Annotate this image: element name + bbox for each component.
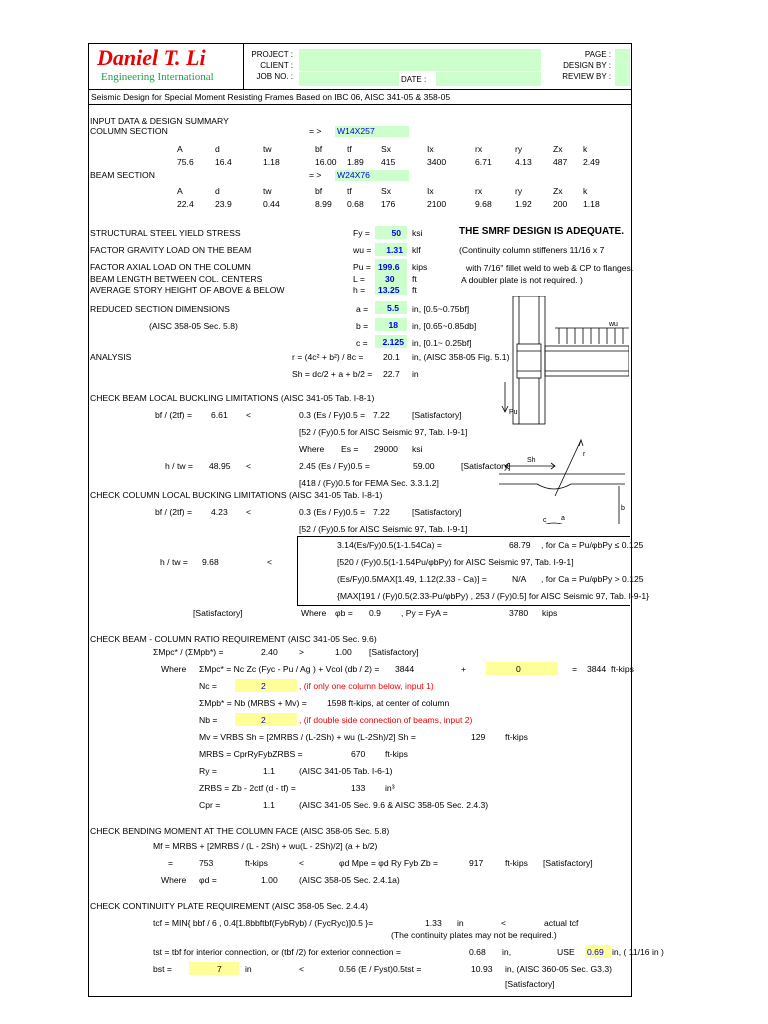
- tst-value: 0.68: [469, 947, 486, 957]
- project-label: PROJECT :: [251, 50, 293, 59]
- b-symbol: b =: [356, 321, 369, 331]
- cpr-value: 1.1: [263, 800, 275, 810]
- beam-section-label: BEAM SECTION: [90, 170, 155, 180]
- prop-7: rx: [475, 186, 483, 196]
- beam-es-value: 29000: [374, 444, 398, 454]
- nc-note: , (if only one column below, input 1): [299, 681, 434, 691]
- fy-value: 50: [391, 228, 401, 238]
- page-label: PAGE :: [584, 50, 611, 59]
- fy-symbol: Fy =: [353, 228, 370, 238]
- prop-1: 23.9: [215, 199, 232, 209]
- prop-8: ry: [515, 186, 523, 196]
- phid-symbol: φd =: [199, 875, 217, 885]
- mf-unit: ft-kips: [245, 858, 268, 868]
- nc-input[interactable]: [235, 679, 297, 692]
- tcf-lt: <: [501, 918, 507, 928]
- beam-buckling-title: CHECK BEAM LOCAL BUCKLING LIMITATIONS (AISC 341-05 Tab. I-8-1): [90, 393, 375, 403]
- mf-lt: <: [299, 858, 305, 868]
- mv-unit: ft-kips: [505, 732, 528, 742]
- rbs-connection-diagram: [499, 296, 629, 524]
- beam-bf-ratio: bf / (2tf) =: [155, 410, 193, 420]
- l-symbol: L =: [353, 274, 365, 284]
- mrbs-value: 670: [351, 749, 366, 759]
- prop-6: 3400: [427, 157, 447, 167]
- pu-label: FACTOR AXIAL LOAD ON THE COLUMN: [90, 262, 251, 272]
- tcf-equation: tcf = MIN{ bbf / 6 , 0.4[1.8bbftbf(FybRyb) / (FycRyc)]0.5 }=: [153, 918, 374, 928]
- ry-value: 1.1: [263, 766, 275, 776]
- date-field[interactable]: [436, 72, 541, 86]
- review-by-label: REVIEW BY :: [562, 72, 611, 81]
- column-buckling-title: CHECK COLUMN LOCAL BUCKING LIMITATIONS (AISC 341-05 Tab. I-8-1): [90, 490, 383, 500]
- prop-8: 4.13: [515, 157, 532, 167]
- jobno-field[interactable]: [299, 72, 399, 86]
- column-phib-symbol: φb =: [335, 608, 353, 618]
- diagram-a-label: a: [561, 515, 565, 522]
- prop-9: 487: [553, 157, 568, 167]
- cpr-ref: (AISC 341-05 Sec. 9.6 & AISC 358-05 Sec. 2.4.3): [299, 800, 489, 810]
- diagram-wu-label: wu: [609, 321, 618, 328]
- bst-input[interactable]: [189, 962, 239, 975]
- company-name: Daniel T. Li: [97, 45, 206, 70]
- prop-3: 16.00: [315, 157, 337, 167]
- beam-h-alt: [418 / (Fy)0.5 for FEMA Sec. 3.3.1.2]: [299, 478, 439, 488]
- c-value: 2.125: [382, 337, 404, 347]
- ratio-where: Where: [161, 664, 187, 674]
- prop-4: tf: [347, 186, 352, 196]
- ry-symbol: Ry =: [199, 766, 217, 776]
- prop-4: tf: [347, 144, 352, 154]
- page-title: Seismic Design for Special Moment Resisting Frames Based on IBC 06, AISC 341-05 & 358-05: [91, 92, 451, 102]
- use-thickness-value: 0.69: [587, 947, 604, 957]
- design-by-label: DESIGN BY :: [563, 61, 611, 70]
- rbs-ref: (AISC 358-05 Sec. 5.8): [149, 321, 238, 331]
- ratio-gt: >: [299, 647, 305, 657]
- bending-status: [Satisfactory]: [543, 858, 593, 868]
- bending-title: CHECK BENDING MOMENT AT THE COLUMN FACE (AISC 358-05 Sec. 5.8): [90, 826, 390, 836]
- beam-bf-value: 6.61: [211, 410, 228, 420]
- prop-2: tw: [263, 144, 272, 154]
- beam-h-status: [Satisfactory]: [461, 461, 511, 471]
- phi-mpe-equation: φd Mpe = φd Ry Fyb Zb =: [339, 858, 439, 868]
- prop-0: A: [177, 186, 183, 196]
- bst-limit: 10.93: [471, 964, 493, 974]
- cpr-symbol: Cpr =: [199, 800, 221, 810]
- prop-10: 1.18: [583, 199, 600, 209]
- mpc-value: 3844: [395, 664, 415, 674]
- nc-value: 2: [261, 681, 266, 691]
- diagram-c-label: c: [543, 517, 547, 524]
- b-limit: in, [0.65~0.85db]: [412, 321, 477, 331]
- analysis-label: ANALYSIS: [90, 352, 132, 362]
- column-bf-alt: [52 / (Fy)0.5 for AISC Seismic 97, Tab. I-9-1]: [299, 524, 468, 534]
- page-design-review-field[interactable]: [615, 49, 630, 86]
- prop-7: 6.71: [475, 157, 492, 167]
- wu-symbol: wu =: [353, 245, 372, 255]
- calc-sheet: [88, 43, 664, 997]
- column-eq4: {MAX[191 / (Fy)0.5(2.33-Pu/φbPy) , 253 / (Fy)0.5] for AISC Seismic 97, Tab. I-9-1}: [337, 591, 650, 601]
- use-thickness-input[interactable]: [585, 945, 611, 958]
- mf-value: 753: [199, 858, 214, 868]
- prop-1: d: [215, 186, 220, 196]
- l-label: BEAM LENGTH BETWEEN COL. CENTERS: [90, 274, 263, 284]
- tcf-unit: in: [457, 918, 464, 928]
- tst-equation: tst = tbf for interior connection, or (tbf /2) for exterior connection =: [153, 947, 401, 957]
- pu-value: 199.6: [378, 262, 400, 272]
- b-value: 18: [388, 320, 398, 330]
- column-eq3-value: N/A: [512, 574, 527, 584]
- continuity-title: CHECK CONTINUITY PLATE REQUIREMENT (AISC 358-05 Sec. 2.4.4): [90, 901, 368, 911]
- prop-2: 1.18: [263, 157, 280, 167]
- additional-moment-input[interactable]: [486, 662, 558, 675]
- mpc-unit: ft-kips: [611, 664, 634, 674]
- bst-status: [Satisfactory]: [505, 979, 555, 989]
- a-input[interactable]: [375, 301, 407, 314]
- nb-note: , (if double side connection of beams, input 2): [299, 715, 473, 725]
- ratio-value: 2.40: [261, 647, 278, 657]
- fy-unit: ksi: [412, 228, 423, 238]
- beam-h-value: 48.95: [209, 461, 231, 471]
- fy-input[interactable]: [375, 226, 407, 239]
- mrbs-equation: MRBS = CprRyFybZRBS =: [199, 749, 303, 759]
- prop-9: Zx: [553, 144, 563, 154]
- r-ref: in, (AISC 358-05 Fig. 5.1): [412, 352, 510, 362]
- h-unit: ft: [412, 285, 417, 295]
- beam-es-where: Where: [299, 444, 325, 454]
- h-symbol: h =: [353, 285, 366, 295]
- prop-0: 22.4: [177, 199, 194, 209]
- bst-lt: <: [299, 964, 305, 974]
- column-section-value: W14X257: [337, 126, 375, 136]
- prop-7: 9.68: [475, 199, 492, 209]
- column-bf-limit-value: 7.22: [373, 507, 390, 517]
- sh-equation: Sh = dc/2 + a + b/2 =: [292, 369, 373, 379]
- column-section-field[interactable]: [335, 126, 409, 137]
- diagram-r-label: r: [583, 451, 586, 458]
- zrbs-unit: in³: [385, 783, 395, 793]
- input-summary-heading: INPUT DATA & DESIGN SUMMARY: [90, 116, 229, 126]
- column-py-equation: , Py = FyA =: [401, 608, 448, 618]
- r-value: 20.1: [383, 352, 400, 362]
- a-symbol: a =: [356, 304, 369, 314]
- bst-symbol: bst =: [153, 964, 172, 974]
- nb-value: 2: [261, 715, 266, 725]
- summary-line-3: A doubler plate is not required. ): [461, 275, 583, 285]
- diagram-b-label: b: [621, 505, 625, 512]
- beam-section-field[interactable]: [335, 170, 409, 181]
- bst-unit: in: [245, 964, 252, 974]
- prop-4: 0.68: [347, 199, 364, 209]
- tcf-value: 1.33: [425, 918, 442, 928]
- prop-6: 2100: [427, 199, 447, 209]
- beam-bf-alt: [52 / (Fy)0.5 for AISC Seismic 97, Tab. I-9-1]: [299, 427, 468, 437]
- bst-ref: in, (AISC 360-05 Sec. G3.3): [505, 964, 612, 974]
- column-bf-status: [Satisfactory]: [412, 507, 462, 517]
- h-value: 13.25: [378, 285, 400, 295]
- prop-9: Zx: [553, 186, 563, 196]
- column-arrow: = >: [309, 126, 322, 136]
- phi-mpe-unit: ft-kips: [505, 858, 528, 868]
- column-bf-limit: 0.3 (Es / Fy)0.5 =: [299, 507, 366, 517]
- column-h-value: 9.68: [202, 557, 219, 567]
- mv-value: 129: [471, 732, 486, 742]
- l-value: 30: [385, 274, 395, 284]
- diagram-pu-label: Pu: [509, 409, 518, 416]
- prop-7: rx: [475, 144, 483, 154]
- prop-4: 1.89: [347, 157, 364, 167]
- mpc-plus: +: [461, 664, 467, 674]
- column-bf-lt: <: [246, 507, 252, 517]
- prop-9: 200: [553, 199, 568, 209]
- date-label: DATE :: [401, 75, 427, 84]
- phid-value: 1.00: [261, 875, 278, 885]
- additional-moment-value: 0: [516, 664, 521, 674]
- prop-0: 75.6: [177, 157, 194, 167]
- beam-h-limit: 2.45 (Es / Fy)0.5 =: [299, 461, 370, 471]
- prop-5: Sx: [381, 144, 392, 154]
- prop-6: Ix: [427, 144, 434, 154]
- ry-ref: (AISC 341-05 Tab. I-6-1): [299, 766, 393, 776]
- column-eq1-value: 68.79: [509, 540, 531, 550]
- prop-5: Sx: [381, 186, 392, 196]
- mrbs-unit: ft-kips: [385, 749, 408, 759]
- beam-es-unit: ksi: [412, 444, 423, 454]
- beam-es-symbol: Es =: [341, 444, 359, 454]
- column-phib-where: Where: [301, 608, 327, 618]
- column-eq1: 3.14(Es/Fy)0.5(1-1.54Ca) =: [337, 540, 442, 550]
- beam-bf-limit-value: 7.22: [373, 410, 390, 420]
- prop-8: ry: [515, 144, 523, 154]
- beam-arrow: = >: [309, 170, 322, 180]
- wu-value: 1.31: [386, 245, 403, 255]
- wu-unit: klf: [412, 245, 421, 255]
- prop-1: 16.4: [215, 157, 232, 167]
- design-adequate-text: THE SMRF DESIGN IS ADEQUATE.: [459, 226, 625, 237]
- prop-8: 1.92: [515, 199, 532, 209]
- mf-equals: =: [168, 858, 174, 868]
- ratio-equation: ΣMpc* / (ΣMpb*) =: [153, 647, 224, 657]
- prop-5: 176: [381, 199, 396, 209]
- use-label: USE: [557, 947, 575, 957]
- column-bf-ratio: bf / (2tf) =: [155, 507, 193, 517]
- prop-3: bf: [315, 144, 323, 154]
- h-label: AVERAGE STORY HEIGHT OF ABOVE & BELOW: [90, 285, 285, 295]
- mpc-equation: ΣMpc* = Nc Zc (Fyc - Pu / Ag ) + Vcol (db / 2) =: [199, 664, 380, 674]
- sh-unit: in: [412, 369, 419, 379]
- beam-h-ratio: h / tw =: [165, 461, 193, 471]
- prop-10: k: [583, 144, 588, 154]
- column-h-ratio: h / tw =: [160, 557, 188, 567]
- mpb-equation: ΣMpb* = Nb (MRBS + Mv) =: [199, 698, 307, 708]
- b-input[interactable]: [375, 318, 407, 331]
- sh-value: 22.7: [383, 369, 400, 379]
- use-unit: in, ( 11/16 in ): [612, 947, 664, 957]
- bst-equation: 0.56 (E / Fyst)0.5tst =: [339, 964, 422, 974]
- wu-label: FACTOR GRAVITY LOAD ON THE BEAM: [90, 245, 252, 255]
- bst-value: 7: [217, 964, 222, 974]
- beam-h-limit-value: 59.00: [413, 461, 435, 471]
- beam-bf-lt: <: [246, 410, 252, 420]
- ratio-limit: 1.00: [335, 647, 352, 657]
- zrbs-equation: ZRBS = Zb - 2ctf (d - tf) =: [199, 783, 296, 793]
- prop-10: k: [583, 186, 588, 196]
- beam-section-value: W24X76: [337, 170, 370, 180]
- beam-bf-status: [Satisfactory]: [412, 410, 462, 420]
- summary-line-2: with 7/16" fillet weld to web & CP to flanges.: [466, 263, 634, 273]
- column-phib-value: 0.9: [369, 608, 381, 618]
- column-section-label: COLUMN SECTION: [90, 126, 168, 136]
- phi-mpe-value: 917: [469, 858, 484, 868]
- column-eq3: (Es/Fy)0.5MAX[1.49, 1.12(2.33 - Ca)] =: [337, 574, 487, 584]
- column-py-value: 3780: [509, 608, 529, 618]
- nc-symbol: Nc =: [199, 681, 217, 691]
- nb-symbol: Nb =: [199, 715, 218, 725]
- prop-10: 2.49: [583, 157, 600, 167]
- c-limit: in, [0.1~ 0.25bf]: [412, 338, 472, 348]
- mf-equation: Mf = MRBS + [2MRBS / (L - 2Sh) + wu(L - 2Sh)/2] (a + b/2): [153, 841, 378, 851]
- prop-3: bf: [315, 186, 323, 196]
- prop-1: d: [215, 144, 220, 154]
- mpb-value: 1598 ft-kips, at center of column: [327, 698, 450, 708]
- column-eq3-cond: , for Ca = Pu/φbPy > 0.125: [541, 574, 644, 584]
- prop-2: tw: [263, 186, 272, 196]
- phid-ref: (AISC 358-05 Sec. 2.4.1a): [299, 875, 400, 885]
- r-equation: r = (4c² + b²) / 8c =: [292, 352, 364, 362]
- prop-5: 415: [381, 157, 396, 167]
- tst-unit: in,: [502, 947, 512, 957]
- project-client-field[interactable]: [299, 49, 541, 71]
- column-h-status: [Satisfactory]: [193, 608, 243, 618]
- a-limit: in, [0.5~0.75bf]: [412, 304, 470, 314]
- pu-unit: kips: [412, 262, 428, 272]
- company-logo: [89, 44, 244, 90]
- prop-2: 0.44: [263, 199, 280, 209]
- column-h-lt: <: [267, 557, 273, 567]
- continuity-note: (The continuity plates may not be required.): [391, 930, 557, 940]
- fy-label: STRUCTURAL STEEL YIELD STRESS: [90, 228, 241, 238]
- pu-symbol: Pu =: [353, 262, 371, 272]
- rbs-label: REDUCED SECTION DIMENSIONS: [90, 304, 230, 314]
- column-eq2: [520 / (Fy)0.5(1-1.54Pu/φbPy) for AISC Seismic 97, Tab. I-9-1]: [337, 557, 574, 567]
- mpc-total: 3844: [587, 664, 607, 674]
- ratio-status: [Satisfactory]: [369, 647, 419, 657]
- c-symbol: c =: [356, 338, 368, 348]
- column-eq1-cond: , for Ca = Pu/φbPy ≤ 0.125: [541, 540, 644, 550]
- client-label: CLIENT :: [260, 61, 293, 70]
- column-bf-value: 4.23: [211, 507, 228, 517]
- summary-line-1: (Continuity column stiffeners 11/16 x 7: [459, 245, 605, 255]
- ratio-title: CHECK BEAM - COLUMN RATIO REQUIREMENT (AISC 341-05 Sec. 9.6): [90, 634, 377, 644]
- jobno-label: JOB NO. :: [256, 72, 293, 81]
- tcf-actual: actual tcf: [544, 918, 579, 928]
- mpc-equals: =: [572, 664, 578, 674]
- company-subtitle: Engineering International: [101, 71, 214, 83]
- c-input[interactable]: [375, 335, 407, 348]
- prop-3: 8.99: [315, 199, 332, 209]
- title-banner: [89, 89, 631, 105]
- diagram-sh-label: Sh: [527, 457, 536, 464]
- column-py-unit: kips: [542, 608, 558, 618]
- nb-input[interactable]: [235, 713, 297, 726]
- mv-equation: Mv = VRBS Sh = [2MRBS / (L-2Sh) + wu (L-2Sh)/2] Sh =: [199, 732, 416, 742]
- bending-where: Where: [161, 875, 187, 885]
- a-value: 5.5: [387, 303, 399, 313]
- beam-bf-limit: 0.3 (Es / Fy)0.5 =: [299, 410, 366, 420]
- l-unit: ft: [412, 274, 417, 284]
- wu-input[interactable]: [375, 243, 407, 256]
- prop-0: A: [177, 144, 183, 154]
- beam-h-lt: <: [246, 461, 252, 471]
- zrbs-value: 133: [351, 783, 366, 793]
- prop-6: Ix: [427, 186, 434, 196]
